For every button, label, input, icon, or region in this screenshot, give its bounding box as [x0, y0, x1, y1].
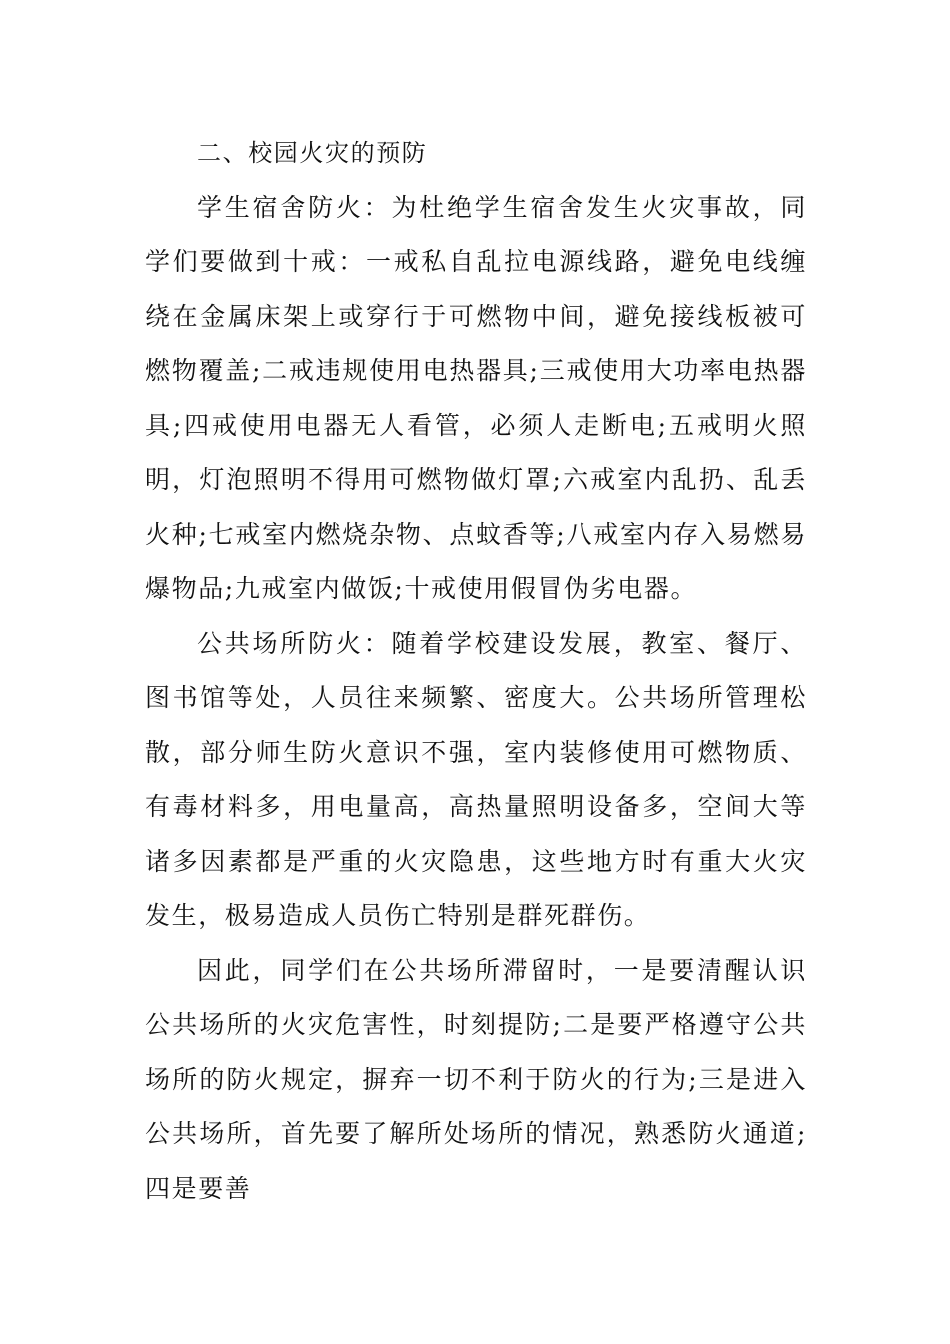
paragraph-dormitory-fire-prevention: 学生宿舍防火：为杜绝学生宿舍发生火灾事故，同学们要做到十戒：一戒私自乱拉电源线路，避免电线缠绕在金属床架上或穿行于可燃物中间，避免接线板被可燃物覆盖;二戒违规使用电热器具;三戒使用大功率电热器具;四戒使用电器无人看管，必须人走断电;五戒明火照明，灯泡照明不得用可燃物做灯罩;六戒室内乱扔、乱丢火种;七戒室内燃烧杂物、点蚊香等;八戒室内存入易燃易爆物品;九戒室内做饭;十戒使用假冒伪劣电器。: [145, 192, 807, 603]
paragraph-student-guidelines: 因此，同学们在公共场所滞留时，一是要清醒认识公共场所的火灾危害性，时刻提防;二是要严格遵守公共场所的防火规定，摒弃一切不利于防火的行为;三是进入公共场所，首先要了解所处场所的情况，熟悉防火通道;四是要善: [145, 955, 807, 1203]
document-body: [145, 126, 807, 1216]
paragraph-public-place-fire-prevention: 公共场所防火：随着学校建设发展，教室、餐厅、图书馆等处，人员往来频繁、密度大。公共场所管理松散，部分师生防火意识不强，室内装修使用可燃物质、有毒材料多，用电量高，高热量照明设备多，空间大等诸多因素都是严重的火灾隐患，这些地方时有重大火灾发生，极易造成人员伤亡特别是群死群伤。: [145, 628, 807, 930]
section-heading: 二、校园火灾的预防: [197, 139, 428, 167]
